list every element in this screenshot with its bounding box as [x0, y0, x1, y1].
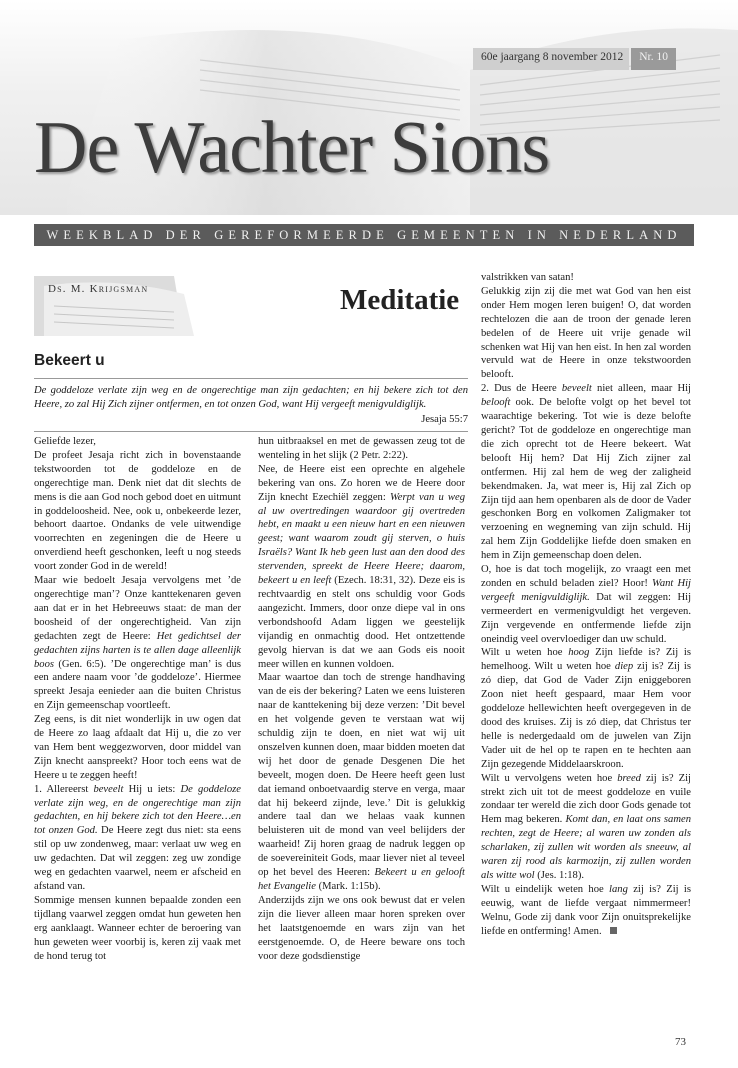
issue-info — [473, 48, 676, 70]
publication-title: De Wachter Sions — [34, 107, 550, 189]
paragraph: hun uitbraaksel en met de gewassen zeug tot de wenteling in het slijk (2 Petr. 2:22). — [258, 436, 465, 461]
page-number: 73 — [675, 1036, 686, 1048]
paragraph: O, hoe is dat toch mogelijk, zo vraagt een met zonden en schuld beladen ziel? Hoor! Want Hij vergeeft menigvuldiglijk. Dat wil zeggen: Hij vermeerdert en vermenigvuldigt het vergeven. Zijn vergevende en ontfermende liefde zijn oneindig veel overvloediger dan uw schuld. — [481, 564, 692, 645]
paragraph: Maar waartoe dan toch de strenge handhaving van de eis der bekering? Laten we eens luisteren naar de kanttekening bij deze verzen: ’Dit bevel en het volgende geven te verstaan wat wij schuldig zijn te doen, en niet wat wij uit onszelven kunnen doen, maar bidden moeten dat wij het door de genade Desgenen Die het beveelt, mogen doen. De Heere heeft geen lust dat iemand onboetvaardig sterve en verga, maar dat hij bekeerd zijnde, leve.’ Dit is gelukkig andere taal dan we helaas vaak kunnen beluisteren uit de mond van veel belijders der waarheid! Zij horen graag de nadruk leggen op de soevereiniteit Gods, maar liever niet al teveel op het bevel des Heeren: Bekeert u en gelooft het Evangelie (Mark. 1:15b). — [258, 672, 465, 892]
paragraph: Nee, de Heere eist een oprechte en algehele bekering van ons. Zo horen we de Heere door Zijn knecht Ezechiël zeggen: Werpt van u weg al uw overtredingen waardoor gij overtreden hebt, en maakt u een nieuw hart en een nieuwen geest; want waarom zoudt gij sterven, o huis Israëls? Want Ik heb geen lust aan den dood des stervenden, spreekt de Heere Heere; daarom, bekeert u en leeft (Ezech. 18:31, 32). Deze eis is rechtvaardig en stelt ons schuldig voor Gods aangezicht. Immers, door onze diepe val in ons verbondshoofd Adam liggen we geestelijk vijandig en onmachtig dood. Het ontzettende gevolg hiervan is dat we aan Gods eis nooit meer willen en kunnen voldoen. — [258, 463, 465, 670]
issue-number: Nr. 10 — [631, 48, 676, 70]
paragraph: Zeg eens, is dit niet wonderlijk in uw ogen dat de Heere zo laag afdaalt dat Hij u, die zo ver van Hem bent weggezworven, door middel van Zijn knecht aanspreekt? Hoor toch eens wat de Heere u te zeggen heeft! — [34, 714, 241, 781]
issue-date: 60e jaargang 8 november 2012 — [473, 48, 629, 70]
divider — [34, 378, 468, 379]
paragraph: Wilt u weten hoe hoog Zijn liefde is? Zij is hemelhoog. Wilt u weten hoe diep zij is? Zij is zó diep, dat God de Vader Zijn eniggeboren Zoon niet heeft gespaard, maar Hem voor goddeloze hellewichten heeft overgegeven in de dood des kruises. Zij is zó diep, dat Christus ter helle is nedergedaald om de juwelen van Zijn Vader uit de hel op te rapen en te hechten aan Zijn gezegende Middelaarskroon. — [481, 647, 691, 770]
paragraph: valstrikken van satan! — [481, 272, 574, 283]
end-mark — [610, 927, 617, 934]
paragraph: 1. Allereerst beveelt Hij u iets: De goddeloze verlate zijn weg, en de ongerechtige man zijn gedachten, en hij bekere zich tot den Heere…en tot onzen God. De Heere zegt dus niet: sta eens stil op uw zondenweg, maar: verlaat uw weg en uw gedachten. Dat wil zeggen: zeg uw zondige weg en gedachten vaarwel, neem er afscheid en afstand van. — [34, 783, 241, 892]
paragraph: Gelukkig zijn zij die met wat God van hen eist onder Hem mogen leren buigen! O, dat worden rechtelozen die aan de troon der genade leren bedelen of de Heere uit vrije genade wil schenken wat Hij van hen eist. In hen zal worden vervuld wat de Heere in onze tekstwoorden belooft. — [481, 285, 691, 381]
section-title: Meditatie — [340, 284, 460, 316]
author-name: Ds. M. Krijgsman — [48, 283, 149, 295]
body-column-2 — [258, 435, 465, 963]
paragraph: Wilt u eindelijk weten hoe lang zij is? Zij is eeuwig, want de liefde vergaat nimmermeer! Welnu, Gode zij dank voor Zijn onuitsprekelijke liefde en ontferming! Amen. — [481, 883, 691, 937]
paragraph: Sommige mensen kunnen bepaalde zonden een tijdlang vaarwel zeggen omdat hun geweten hen erg aanklaagt. Wanneer echter de beroering van hun geweten weer voorbij is, keren zij vaak met de hond terug tot — [34, 894, 241, 962]
paragraph: Geliefde lezer, — [34, 436, 96, 447]
article-title: Bekeert u — [34, 352, 105, 369]
paragraph: De profeet Jesaja richt zich in bovenstaande tekstwoorden tot de goddeloze en de ongerechtige man. Denk niet dat dit slechts de mens is die aan God noch gebod doet en uitmunt in goddeloosheid. Nee, ook u, onbekeerde lezer, behoort daartoe. Ondanks de vele uitwendige voorrechten en zegeningen die de Heere u onverdiend heeft geschonken, leeft u nog steeds voort zonder God in de wereld! — [34, 449, 241, 573]
paragraph: Maar wie bedoelt Jesaja vervolgens met ’de ongerechtige man’? Onze kanttekenaren geven aan dat er in het Hebreeuws staat: de man der boosheid of der ongerechtigheid. Van zijn gedachten zegt de Heere: Het gedichtsel der gedachten zijns harten is te allen dage alleenlijk boos (Gen. 6:5). ’De ongerechtige man’ is dus een andere naam voor ’de goddeloze’. Hiermee spreekt Jesaja eenieder aan die buiten Christus en Zijn gemeenschap voortleeft. — [34, 575, 241, 712]
paragraph: Anderzijds zijn we ons ook bewust dat er velen zijn die liever alleen maar horen spreken over het laatstgenoemde en wars zijn van het eerstgenoemde. O, de Heere beware ons toch voor deze godsdienstige — [258, 894, 465, 962]
epigraph: De goddeloze verlate zijn weg en de ongerechtige man zijn gedachten; en hij bekere zich tot den Heere, zo zal Hij Zich zijner ontfermen, en tot onzen God, want Hij vergeeft menigvuldiglijk. — [34, 385, 468, 410]
body-column-1 — [34, 435, 241, 963]
divider — [34, 431, 468, 432]
body-column-3 — [481, 271, 691, 939]
paragraph: Wilt u vervolgens weten hoe breed zij is? Zij strekt zich uit tot de meest goddeloze en vuile zondaar ter wereld die zich door Gods genade tot Hem mag bekeren. Komt dan, en laat ons samen rechten, zegt de Heere; al waren uw zonden als scharlaken, zij zullen wit worden als sneeuw, al waren zij rood als karmozijn, zij zullen worden als witte wol (Jes. 1:18). — [481, 772, 691, 881]
paragraph: 2. Dus de Heere beveelt niet alleen, maar Hij belooft ook. De belofte volgt op het bevel tot waarachtige bekering. Tot wie is deze belofte gericht? Tot de goddeloze en ongerechtige man die zich oprecht tot de Heere bekeert. Wat belooft Hij hem? Dat Hij Zich zijner zal ontfermen. Hij zal hem de weg der zaligheid bekendmaken. Ja, wat meer is, Hij zal Zich op Zijn tijd aan hem openbaren als de door de Vader geschonken Borg en volkomen Zaligmaker tot verzoening en wegneming van zijn schuld. Hij zal hem Zijn Goddelijke liefde doen smaken en hem in Zijn gemeenschap doen delen. — [481, 383, 691, 562]
publication-subtitle: WEEKBLAD DER GEREFORMEERDE GEMEENTEN IN NEDERLAND — [34, 224, 694, 246]
epigraph-reference: Jesaja 55:7 — [421, 414, 468, 425]
